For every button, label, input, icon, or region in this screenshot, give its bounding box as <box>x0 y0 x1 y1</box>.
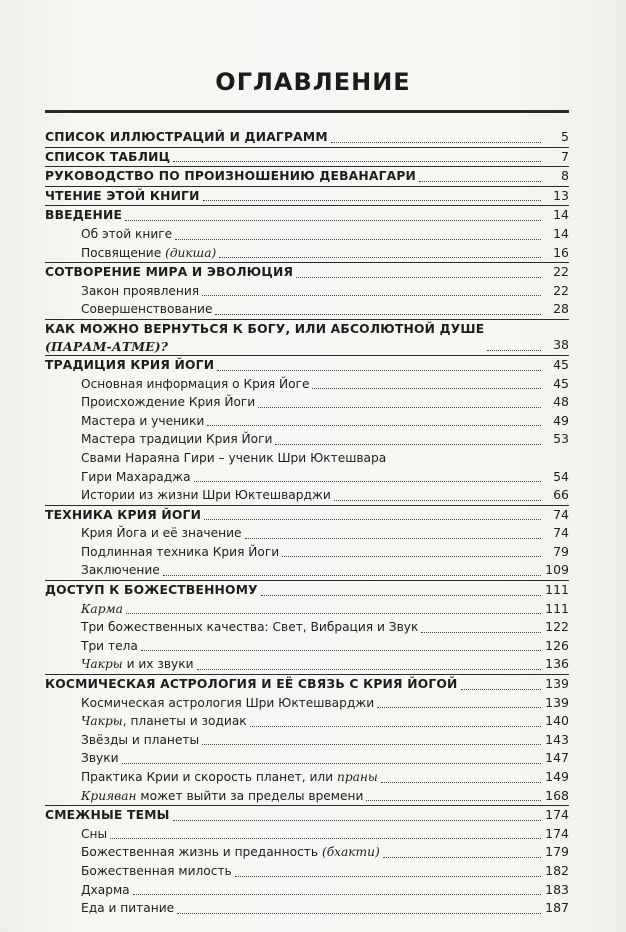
toc-entry-title: Практика Крии и скорость планет, или праны <box>81 770 378 784</box>
dot-leader <box>421 632 541 633</box>
toc-entry-title: ЧТЕНИЕ ЭТОЙ КНИГИ <box>45 188 200 203</box>
toc-entry-title: СМЕЖНЫЕ ТЕМЫ <box>45 808 170 823</box>
dot-leader <box>207 425 541 426</box>
toc-page-number: 136 <box>545 656 569 672</box>
toc-entry-title: Еда и питание <box>81 901 175 916</box>
toc-page-number: 147 <box>545 750 569 766</box>
toc-page-number: 8 <box>561 168 569 184</box>
toc-entry-title: Три божественных качества: Свет, Вибрация и Звук <box>81 620 419 635</box>
dot-leader <box>194 481 541 482</box>
toc-page-number: 79 <box>553 543 569 559</box>
toc-entry-title: Божественная жизнь и преданность (бхакти) <box>81 845 380 860</box>
toc-section-entry <box>45 899 569 918</box>
toc-entry-title: Карма <box>81 601 123 616</box>
toc-page-number: 109 <box>545 562 569 578</box>
toc-section-entry <box>45 825 569 844</box>
table-of-contents <box>45 128 569 918</box>
toc-page-number: 28 <box>553 301 569 317</box>
dot-leader <box>261 595 541 596</box>
toc-entry-title: Свами Нараяна Гири – ученик Шри Юктешвара <box>81 450 387 465</box>
dot-leader <box>461 689 541 690</box>
toc-page-number: 14 <box>553 207 569 223</box>
dot-leader <box>282 556 541 557</box>
toc-section-entry <box>45 468 569 487</box>
toc-page-number: 16 <box>553 244 569 260</box>
dot-leader <box>383 857 541 858</box>
toc-entry-title: СПИСОК ТАБЛИЦ <box>45 149 171 164</box>
dot-leader <box>126 613 541 614</box>
toc-entry-title: Заключение <box>81 563 160 578</box>
toc-section-entry <box>45 749 569 768</box>
toc-section-entry <box>45 430 569 449</box>
toc-chapter-entry <box>45 805 569 825</box>
dot-leader <box>215 314 541 315</box>
toc-page-number: 49 <box>553 412 569 428</box>
toc-page-number: 45 <box>553 356 569 372</box>
toc-section-entry <box>45 881 569 900</box>
toc-page-number: 139 <box>545 676 569 692</box>
toc-entry-title: Божественная милость <box>81 863 232 878</box>
dot-leader <box>258 407 541 408</box>
toc-section-entry <box>45 787 569 806</box>
dot-leader <box>312 388 541 389</box>
toc-entry-title: Основная информация о Крия Йоге <box>81 376 310 391</box>
toc-chapter-entry <box>45 262 569 282</box>
toc-entry-title: Посвящение (дикша) <box>81 245 217 260</box>
toc-entry-title: Закон проявления <box>81 283 200 298</box>
toc-entry-title: Три тела <box>81 638 138 653</box>
toc-page-number: 13 <box>553 187 569 203</box>
toc-page-number: 139 <box>545 694 569 710</box>
dot-leader <box>217 370 541 371</box>
toc-chapter-entry <box>45 505 569 525</box>
page-title: ОГЛАВЛЕНИЕ <box>215 68 411 96</box>
toc-page-number: 45 <box>553 375 569 391</box>
dot-leader <box>173 161 541 162</box>
toc-section-entry <box>45 731 569 750</box>
toc-section-entry <box>45 524 569 543</box>
toc-entry-title: Дхарма <box>81 882 130 897</box>
dot-leader <box>203 200 541 201</box>
toc-entry-title: Крияван может выйти за пределы времени <box>81 788 364 803</box>
toc-section-entry <box>45 375 569 394</box>
toc-section-entry <box>45 300 569 319</box>
toc-entry-title: Истории из жизни Шри Юктешварджи <box>81 488 331 503</box>
toc-page-number: 66 <box>553 487 569 503</box>
dot-leader <box>419 181 541 182</box>
toc-entry-title: Мастера традиции Крия Йоги <box>81 432 273 447</box>
dot-leader <box>275 444 541 445</box>
dot-leader <box>125 220 541 221</box>
toc-section-entry <box>45 486 569 505</box>
toc-page-number: 183 <box>545 881 569 897</box>
dot-leader <box>331 142 541 143</box>
toc-entry-title: СПИСОК ИЛЛЮСТРАЦИЙ И ДИАГРАММ <box>45 130 328 144</box>
toc-section-entry <box>45 282 569 301</box>
dot-leader <box>334 500 541 501</box>
toc-page-number: 54 <box>553 468 569 484</box>
toc-entry-title: Крия Йога и её значение <box>81 526 242 541</box>
toc-section-entry <box>45 225 569 244</box>
dot-leader <box>366 800 541 801</box>
toc-page-number: 122 <box>545 619 569 635</box>
toc-page-number: 22 <box>553 264 569 280</box>
toc-page-number: 179 <box>545 844 569 860</box>
toc-page-number: 143 <box>545 731 569 747</box>
toc-section-entry <box>45 543 569 562</box>
dot-leader <box>163 575 541 576</box>
dot-leader <box>245 538 541 539</box>
toc-section-entry <box>45 655 569 674</box>
dot-leader <box>381 782 541 783</box>
toc-page-number: 182 <box>545 862 569 878</box>
toc-page-number: 149 <box>545 769 569 784</box>
dot-leader <box>487 350 541 351</box>
toc-section-entry <box>45 843 569 862</box>
toc-chapter-entry <box>45 186 569 206</box>
toc-entry-title: Гири Махараджа <box>81 469 191 484</box>
toc-section-entry <box>45 600 569 619</box>
toc-section-entry <box>45 618 569 637</box>
toc-entry-title: Звёзды и планеты <box>81 732 200 747</box>
dot-leader <box>202 744 541 745</box>
toc-chapter-entry <box>45 166 569 186</box>
toc-entry-title: ВВЕДЕНИЕ <box>45 208 123 223</box>
toc-chapter-entry <box>45 319 569 355</box>
dot-leader <box>110 838 541 839</box>
dot-leader <box>296 277 541 278</box>
toc-entry-title: Происхождение Крия Йоги <box>81 395 256 410</box>
toc-entry-title: ДОСТУП К БОЖЕСТВЕННОМУ <box>45 583 258 598</box>
toc-section-entry <box>45 862 569 881</box>
dot-leader <box>197 669 541 670</box>
toc-section-entry <box>45 393 569 412</box>
toc-page-number: 22 <box>553 282 569 298</box>
toc-page-number: 168 <box>545 787 569 803</box>
toc-entry-title: Мастера и ученики <box>81 413 205 428</box>
toc-chapter-entry <box>45 205 569 225</box>
toc-entry-title: РУКОВОДСТВО ПО ПРОИЗНОШЕНИЮ ДЕВАНАГАРИ <box>45 169 417 184</box>
toc-page-number: 74 <box>553 525 569 541</box>
toc-entry-title: Совершенствование <box>81 302 213 317</box>
toc-page-number: 174 <box>545 807 569 823</box>
dot-leader <box>204 519 541 520</box>
toc-entry-title: КАК МОЖНО ВЕРНУТЬСЯ К БОГУ, ИЛИ АБСОЛЮТНОЙ ДУШЕ (ПАРАМ-АТМЕ)? <box>45 321 485 354</box>
toc-section-entry <box>45 412 569 431</box>
toc-chapter-entry <box>45 355 569 375</box>
toc-entry-title: Космическая астрология Шри Юктешварджи <box>81 695 375 710</box>
toc-page-number: 14 <box>553 225 569 241</box>
toc-entry-title: ТРАДИЦИЯ КРИЯ ЙОГИ <box>45 357 215 372</box>
toc-chapter-entry <box>45 674 569 694</box>
title-rule <box>45 110 569 113</box>
toc-page-number: 111 <box>545 582 569 598</box>
toc-entry-title: Сны <box>81 826 108 841</box>
toc-entry-title: Подлинная техника Крия Йоги <box>81 544 280 559</box>
toc-chapter-entry <box>45 580 569 600</box>
dot-leader <box>177 913 541 914</box>
toc-entry-title: Чакры, планеты и зодиак <box>81 714 247 729</box>
toc-section-entry <box>45 637 569 656</box>
toc-page-number: 140 <box>545 713 569 729</box>
toc-entry-title: ТЕХНИКА КРИЯ ЙОГИ <box>45 507 202 522</box>
toc-entry-title: Звуки <box>81 751 119 766</box>
toc-page-number: 111 <box>545 600 569 616</box>
dot-leader <box>133 894 541 895</box>
toc-page-number: 48 <box>553 394 569 410</box>
toc-section-entry <box>45 561 569 580</box>
toc-chapter-entry <box>45 147 569 167</box>
toc-entry-title: КОСМИЧЕСКАЯ АСТРОЛОГИЯ И ЕЁ СВЯЗЬ С КРИЯ ЙОГОЙ <box>45 677 458 692</box>
dot-leader <box>250 726 541 727</box>
toc-entry-title: Чакры и их звуки <box>81 657 194 672</box>
toc-page-number: 74 <box>553 506 569 522</box>
toc-section-entry <box>45 694 569 713</box>
dot-leader <box>141 650 541 651</box>
dot-leader <box>122 763 542 764</box>
dot-leader <box>235 876 541 877</box>
toc-entry-title: Об этой книге <box>81 226 173 241</box>
dot-leader <box>202 295 541 296</box>
toc-page-number: 126 <box>545 637 569 653</box>
toc-page-number: 5 <box>561 129 569 144</box>
toc-page-number: 187 <box>545 900 569 916</box>
toc-page-number: 38 <box>553 337 569 353</box>
toc-page-number: 174 <box>545 825 569 841</box>
toc-page-number: 7 <box>561 148 569 164</box>
toc-entry-title: СОТВОРЕНИЕ МИРА И ЭВОЛЮЦИЯ <box>45 265 294 280</box>
toc-chapter-entry <box>45 128 569 147</box>
toc-section-entry <box>45 449 569 468</box>
toc-page-number: 53 <box>553 431 569 447</box>
dot-leader <box>377 707 541 708</box>
dot-leader <box>175 239 541 240</box>
toc-section-entry <box>45 768 569 787</box>
toc-section-entry <box>45 244 569 263</box>
dot-leader <box>173 820 541 821</box>
dot-leader <box>219 257 541 258</box>
toc-section-entry <box>45 712 569 731</box>
